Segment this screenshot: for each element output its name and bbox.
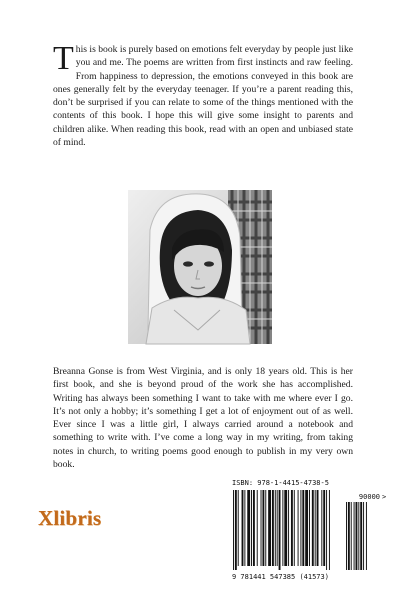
drop-cap: T	[53, 40, 74, 77]
barcode-addon-bar	[351, 502, 352, 570]
barcode-addon-bar	[354, 502, 355, 570]
barcode-bar	[244, 490, 245, 566]
barcode-bar	[247, 490, 250, 566]
publisher-logo: Xlibris	[38, 506, 102, 530]
barcode-addon-bar	[356, 502, 358, 570]
barcode-digits	[232, 573, 382, 581]
barcode-bar	[291, 490, 293, 566]
barcode-bar	[329, 490, 330, 570]
barcode-bar	[275, 490, 276, 566]
barcode-bar	[317, 490, 319, 566]
blurb-text: his is book is purely based on emotions felt everyday by people just like you and me. The poems are written from first instincts and raw feeling. From happiness to depression, the emotions conveyed in this book are ones generally felt by the everyday teenager. If you’re a parent reading this, don’t be surprised if you can relate to some of the things mentioned with the contents of this book. I hope this will give some insight to parents and children alike. When reading this book, read with an open and unbiased state of mind.	[53, 44, 353, 149]
barcode-bar	[284, 490, 287, 566]
barcode-bar	[233, 490, 234, 570]
barcode-bar	[272, 490, 274, 566]
isbn-label: ISBN: 978-1-4415-4738-5	[232, 479, 329, 487]
barcode-bar	[305, 490, 308, 566]
price-code: 90000	[358, 493, 380, 501]
barcode-bar	[277, 490, 278, 566]
barcode-bar	[312, 490, 314, 566]
back-cover-blurb	[53, 40, 353, 149]
barcode-bar	[294, 490, 295, 566]
barcode-bar	[326, 490, 327, 570]
barcode-bar	[323, 490, 325, 566]
barcode-bar	[238, 490, 239, 566]
barcode-bar	[279, 490, 281, 570]
barcode-addon-bar	[348, 502, 350, 570]
barcode-addon-bar	[366, 502, 367, 570]
barcode-bar	[262, 490, 264, 566]
barcode-suffix: (41573)	[299, 573, 329, 581]
barcode-bar	[268, 490, 271, 566]
isbn-barcode	[232, 490, 387, 570]
barcode-bar	[309, 490, 310, 566]
barcode-number: 9 781441 547385	[232, 573, 296, 581]
svg-text:>: >	[382, 493, 387, 501]
barcode-bar	[321, 490, 322, 566]
barcode-bar	[302, 490, 304, 566]
barcode-addon-bar	[346, 502, 347, 570]
barcode-bar	[235, 490, 237, 570]
author-photo	[128, 190, 272, 344]
author-portrait-icon	[128, 190, 272, 344]
barcode-bar	[298, 490, 299, 566]
barcode-addon-bar	[358, 502, 359, 570]
barcode-bar	[242, 490, 244, 566]
barcode-bar	[251, 490, 252, 566]
author-bio: Breanna Gonse is from West Virginia, and is only 18 years old. This is her first book, and she is beyond proud of the work she has accomplished. Writing has always been something I want to take with me where ever I go. It’s not only a hobby; it’s something I get a lot of enjoyment out of as well. Ever since I was a little girl, I always carried around a notebook and something to write with. I’ve come a long way in my writing, from taking notes in church, to writing poems good enough to publish in my very own book.	[53, 366, 353, 471]
barcode-bar	[265, 490, 266, 566]
barcode-bar	[315, 490, 316, 566]
barcode-bar	[261, 490, 262, 566]
barcode-bar	[253, 490, 255, 566]
barcode-addon-bar	[363, 502, 364, 570]
barcode-bar	[300, 490, 301, 566]
barcode-addon-bar	[360, 502, 362, 570]
barcode-bar	[257, 490, 258, 566]
barcode-bar	[282, 490, 283, 566]
barcode-bar	[288, 490, 289, 566]
